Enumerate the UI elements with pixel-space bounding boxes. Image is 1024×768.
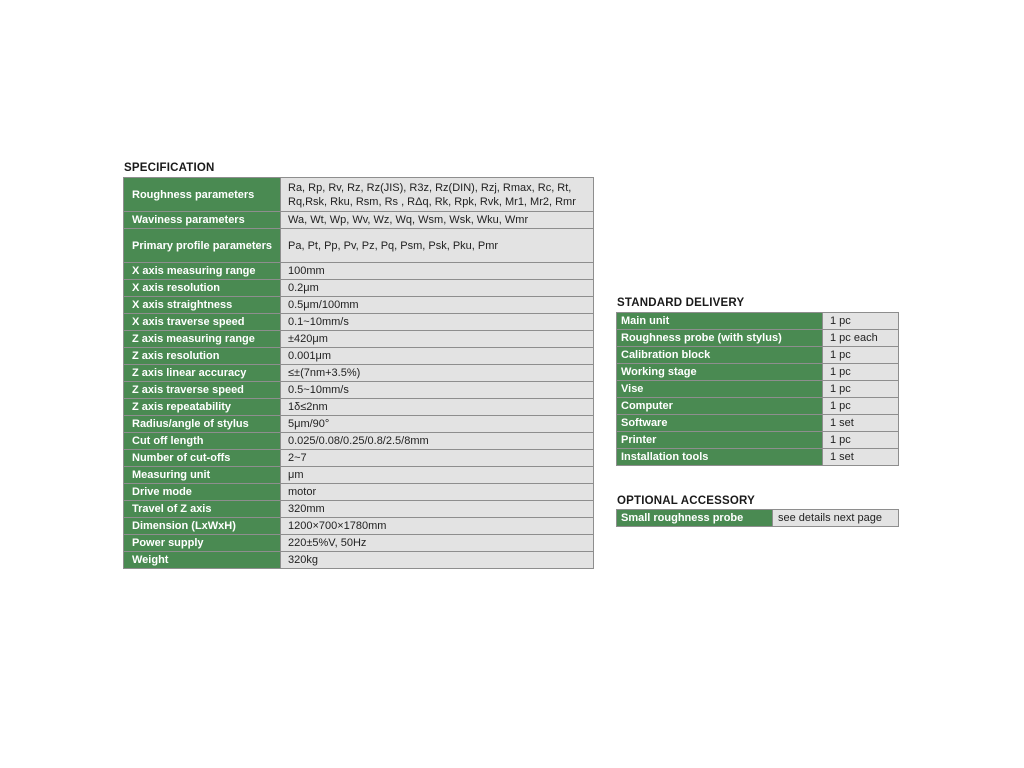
spec-value: motor bbox=[281, 484, 594, 501]
delivery-row bbox=[617, 347, 899, 364]
delivery-label: Vise bbox=[617, 381, 823, 398]
delivery-row bbox=[617, 432, 899, 449]
standard-delivery-title: STANDARD DELIVERY bbox=[617, 297, 745, 309]
spec-row bbox=[124, 331, 594, 348]
spec-label: X axis traverse speed bbox=[124, 314, 281, 331]
spec-row bbox=[124, 433, 594, 450]
spec-row bbox=[124, 484, 594, 501]
delivery-row bbox=[617, 381, 899, 398]
spec-value: Pa, Pt, Pp, Pv, Pz, Pq, Psm, Psk, Pku, Pmr bbox=[281, 229, 594, 263]
delivery-value: 1 pc each bbox=[823, 330, 899, 347]
spec-label: X axis resolution bbox=[124, 280, 281, 297]
spec-row bbox=[124, 518, 594, 535]
optional-accessory-table bbox=[616, 509, 899, 527]
spec-row bbox=[124, 365, 594, 382]
spec-value: 2~7 bbox=[281, 450, 594, 467]
spec-value: 320kg bbox=[281, 552, 594, 569]
spec-label: Measuring unit bbox=[124, 467, 281, 484]
spec-row bbox=[124, 280, 594, 297]
accessory-label: Small roughness probe bbox=[617, 510, 773, 527]
delivery-value: 1 pc bbox=[823, 313, 899, 330]
delivery-label: Roughness probe (with stylus) bbox=[617, 330, 823, 347]
delivery-value: 1 pc bbox=[823, 432, 899, 449]
spec-label: Cut off length bbox=[124, 433, 281, 450]
spec-label: Z axis repeatability bbox=[124, 399, 281, 416]
spec-row bbox=[124, 263, 594, 280]
delivery-value: 1 pc bbox=[823, 364, 899, 381]
spec-value: μm bbox=[281, 467, 594, 484]
spec-row bbox=[124, 501, 594, 518]
spec-value: ±420μm bbox=[281, 331, 594, 348]
spec-value: 0.1~10mm/s bbox=[281, 314, 594, 331]
delivery-value: 1 set bbox=[823, 449, 899, 466]
spec-row bbox=[124, 399, 594, 416]
spec-label: Roughness parameters bbox=[124, 178, 281, 212]
spec-value: Ra, Rp, Rv, Rz, Rz(JIS), R3z, Rz(DIN), Rzj, Rmax, Rc, Rt, Rq,Rsk, Rku, Rsm, Rs , RΔq, Rk, Rpk, Rvk, Mr1, Mr2, Rmr bbox=[281, 178, 594, 212]
delivery-label: Calibration block bbox=[617, 347, 823, 364]
standard-delivery-table bbox=[616, 312, 899, 466]
spec-label: X axis straightness bbox=[124, 297, 281, 314]
delivery-row bbox=[617, 364, 899, 381]
spec-value: 0.001μm bbox=[281, 348, 594, 365]
spec-label: Weight bbox=[124, 552, 281, 569]
delivery-label: Main unit bbox=[617, 313, 823, 330]
spec-label: Z axis linear accuracy bbox=[124, 365, 281, 382]
specification-title: SPECIFICATION bbox=[124, 162, 215, 174]
delivery-row bbox=[617, 449, 899, 466]
spec-label: Z axis traverse speed bbox=[124, 382, 281, 399]
spec-row bbox=[124, 552, 594, 569]
spec-row bbox=[124, 314, 594, 331]
delivery-value: 1 pc bbox=[823, 347, 899, 364]
spec-row bbox=[124, 212, 594, 229]
delivery-label: Printer bbox=[617, 432, 823, 449]
spec-label: Waviness parameters bbox=[124, 212, 281, 229]
spec-label: Radius/angle of stylus bbox=[124, 416, 281, 433]
spec-label: Travel of Z axis bbox=[124, 501, 281, 518]
spec-value: 1200×700×1780mm bbox=[281, 518, 594, 535]
spec-label: Primary profile parameters bbox=[124, 229, 281, 263]
delivery-label: Installation tools bbox=[617, 449, 823, 466]
spec-value: 0.2μm bbox=[281, 280, 594, 297]
spec-value: 100mm bbox=[281, 263, 594, 280]
spec-label: X axis measuring range bbox=[124, 263, 281, 280]
spec-row bbox=[124, 348, 594, 365]
spec-value: 1δ≤2nm bbox=[281, 399, 594, 416]
optional-accessory-title: OPTIONAL ACCESSORY bbox=[617, 495, 755, 507]
spec-label: Number of cut-offs bbox=[124, 450, 281, 467]
spec-row bbox=[124, 382, 594, 399]
spec-row bbox=[124, 416, 594, 433]
spec-value: 0.5~10mm/s bbox=[281, 382, 594, 399]
accessory-value: see details next page bbox=[773, 510, 899, 527]
spec-row bbox=[124, 229, 594, 263]
delivery-row bbox=[617, 398, 899, 415]
delivery-label: Computer bbox=[617, 398, 823, 415]
spec-value: 320mm bbox=[281, 501, 594, 518]
spec-row bbox=[124, 467, 594, 484]
delivery-value: 1 set bbox=[823, 415, 899, 432]
spec-value: Wa, Wt, Wp, Wv, Wz, Wq, Wsm, Wsk, Wku, Wmr bbox=[281, 212, 594, 229]
delivery-row bbox=[617, 313, 899, 330]
spec-value: 220±5%V, 50Hz bbox=[281, 535, 594, 552]
spec-row bbox=[124, 450, 594, 467]
spec-label: Power supply bbox=[124, 535, 281, 552]
delivery-label: Working stage bbox=[617, 364, 823, 381]
spec-label: Dimension (LxWxH) bbox=[124, 518, 281, 535]
spec-value: ≤±(7nm+3.5%) bbox=[281, 365, 594, 382]
delivery-value: 1 pc bbox=[823, 381, 899, 398]
delivery-row bbox=[617, 415, 899, 432]
spec-label: Z axis measuring range bbox=[124, 331, 281, 348]
delivery-label: Software bbox=[617, 415, 823, 432]
delivery-row bbox=[617, 330, 899, 347]
delivery-value: 1 pc bbox=[823, 398, 899, 415]
accessory-row bbox=[617, 510, 899, 527]
spec-value: 5μm/90° bbox=[281, 416, 594, 433]
specification-table bbox=[123, 177, 594, 569]
spec-row bbox=[124, 178, 594, 212]
spec-row bbox=[124, 535, 594, 552]
spec-row bbox=[124, 297, 594, 314]
spec-value: 0.025/0.08/0.25/0.8/2.5/8mm bbox=[281, 433, 594, 450]
spec-label: Drive mode bbox=[124, 484, 281, 501]
spec-value: 0.5μm/100mm bbox=[281, 297, 594, 314]
spec-label: Z axis resolution bbox=[124, 348, 281, 365]
